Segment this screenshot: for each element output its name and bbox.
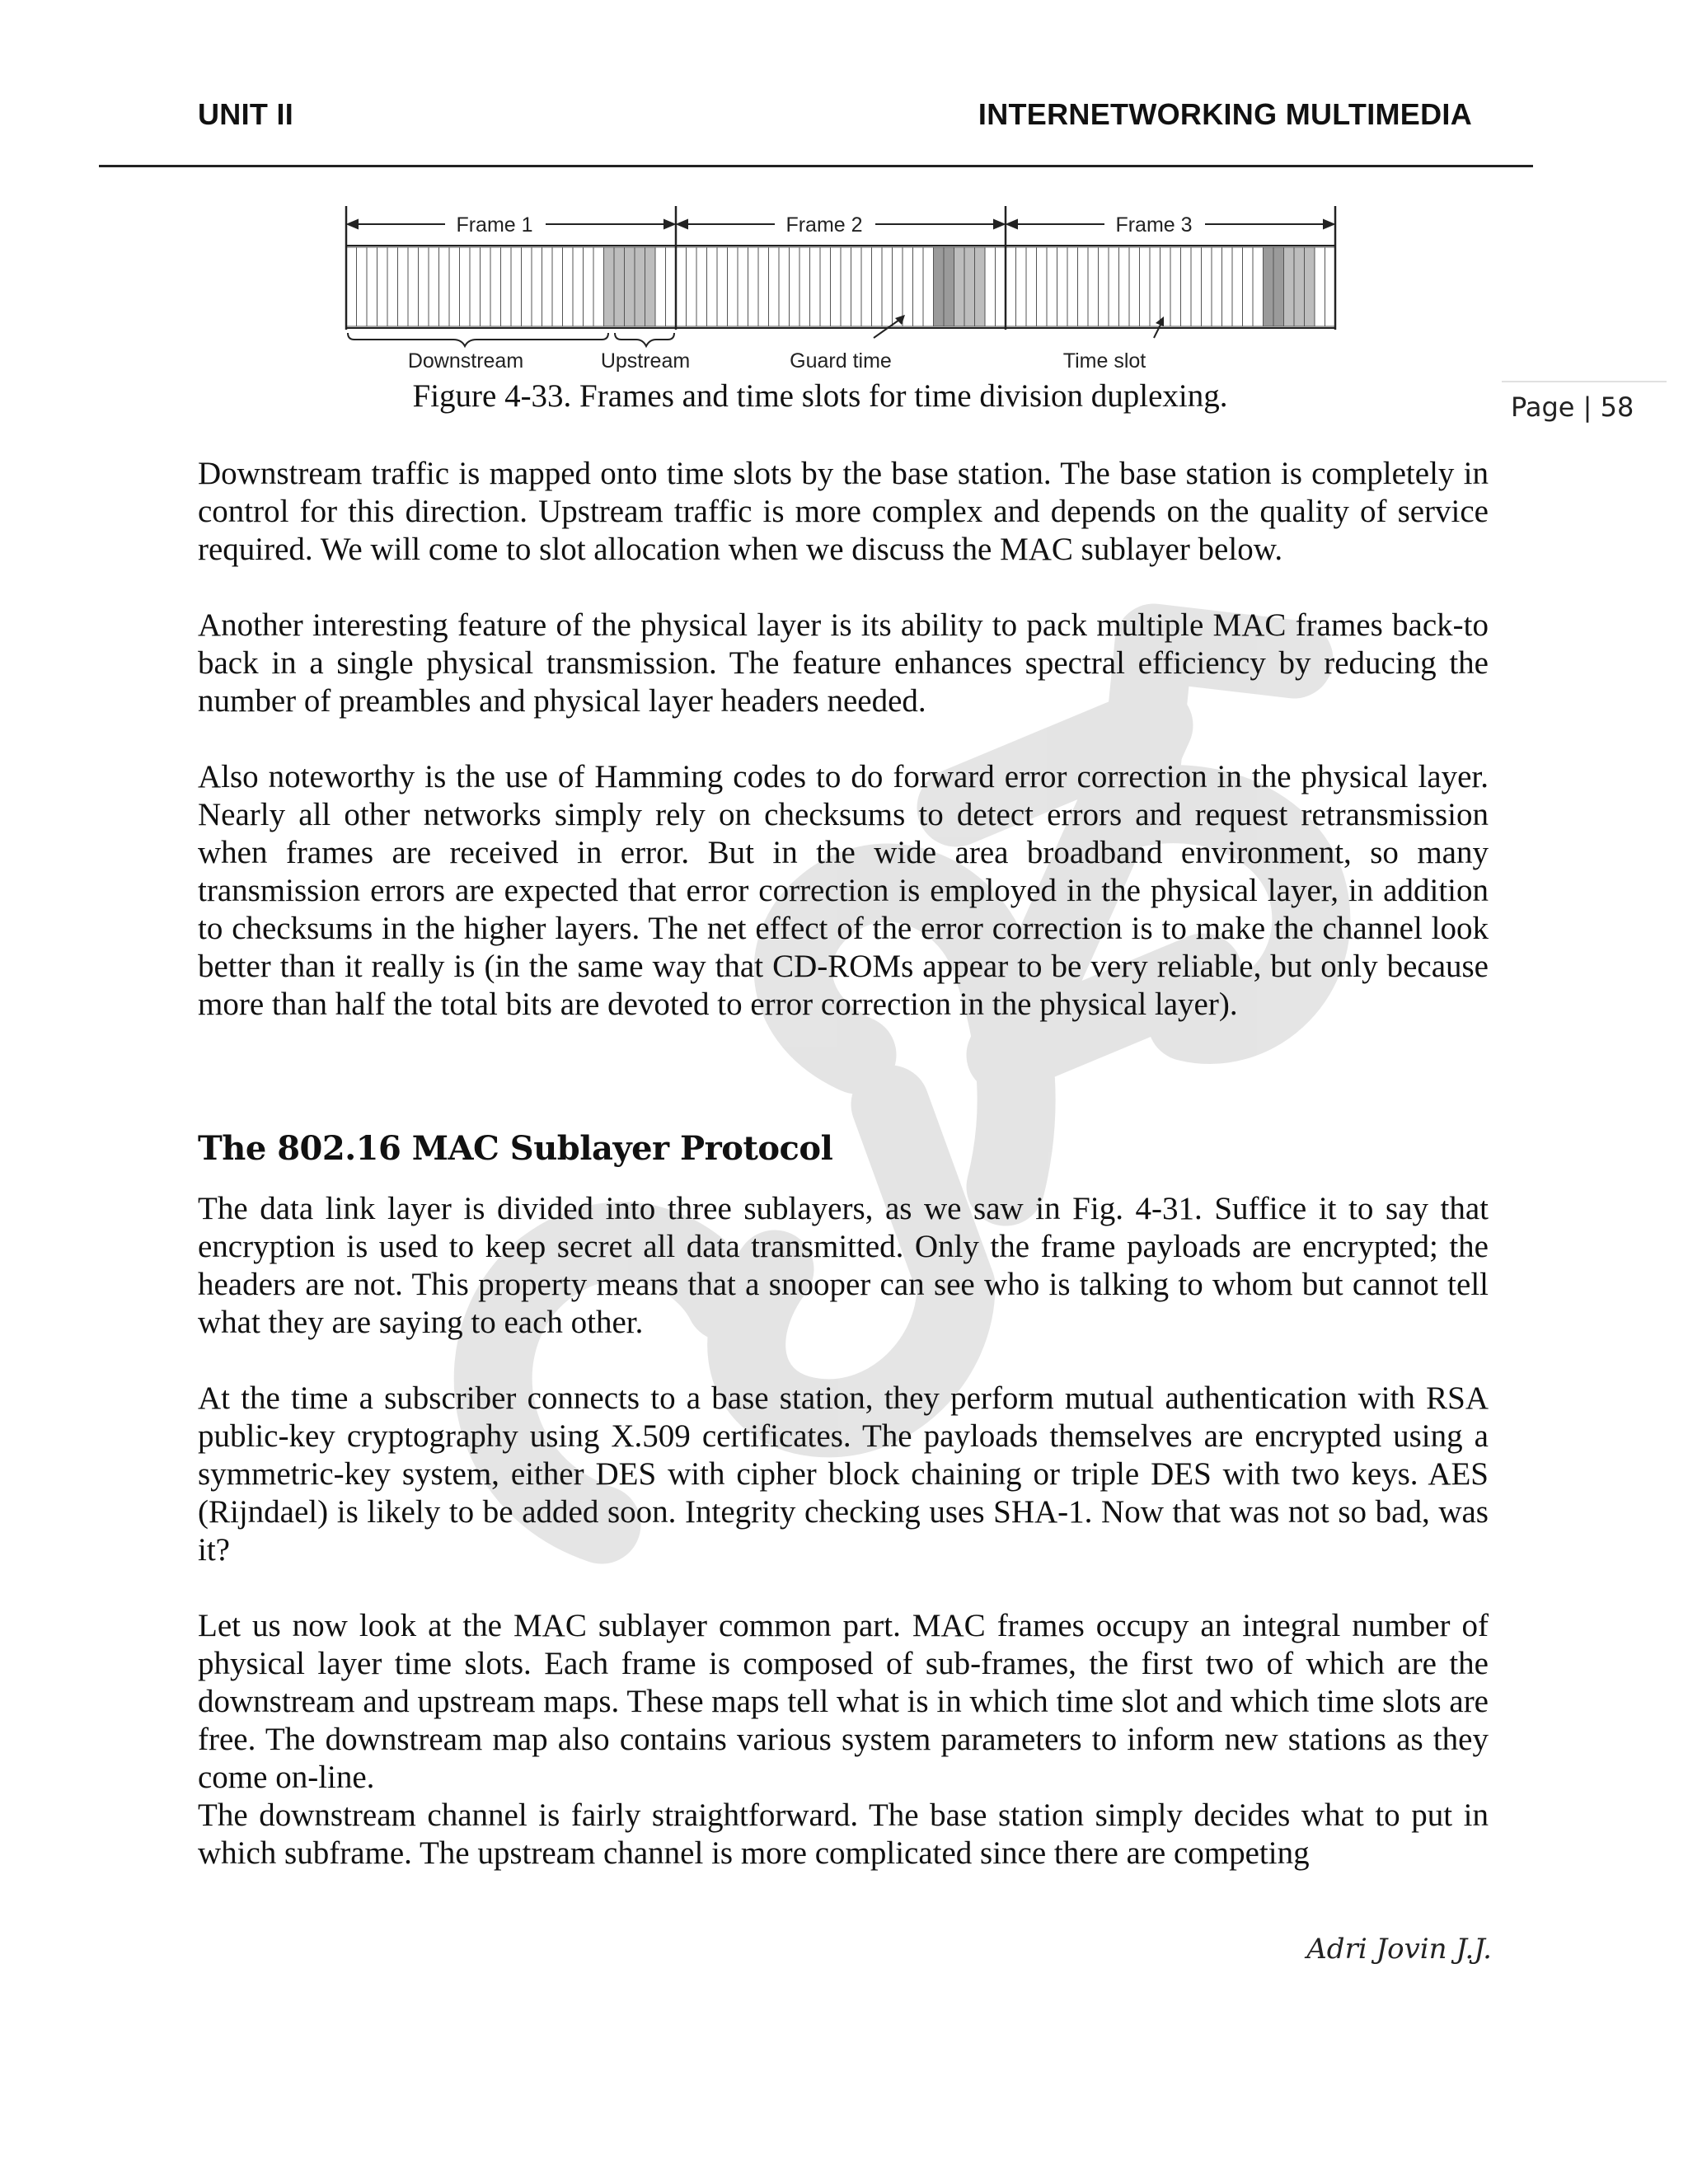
frame1-arrow-right xyxy=(664,220,674,228)
time-slot xyxy=(1150,247,1160,326)
time-slot xyxy=(357,247,368,326)
time-slot xyxy=(1315,247,1325,326)
header-title: INTERNETWORKING MULTIMEDIA xyxy=(978,97,1472,131)
time-slot xyxy=(645,247,656,326)
time-slot xyxy=(913,247,924,326)
time-slot xyxy=(1006,247,1016,326)
time-slot xyxy=(1212,247,1222,326)
time-slot xyxy=(717,247,728,326)
paragraph-authentication: At the time a subscriber connects to a base station, they perform mutual authentication with RSA public-key cryptography using X.509 certificates. The payloads themselves are encrypted using a symmetric-key system, either DES with cipher block chaining or triple DES with two keys. AES (Rijndael) is likely to be added soon. Integrity checking uses SHA-1. Now that was not so bad, was it? xyxy=(198,1380,1489,1568)
time-slot xyxy=(604,247,615,326)
time-slot xyxy=(1243,247,1254,326)
paragraph-physical-layer-packing: Another interesting feature of the physical layer is its ability to pack multiple MAC frames back-to back in a single physical transmission. The feature enhances spectral efficiency by reducing the number of preambles and physical layer headers needed. xyxy=(198,607,1489,719)
time-slot xyxy=(625,247,635,326)
frame1-label: Frame 1 xyxy=(456,213,533,237)
time-slot xyxy=(501,247,512,326)
time-slot xyxy=(738,247,748,326)
time-slot xyxy=(1026,247,1037,326)
time-slot xyxy=(1222,247,1233,326)
time-slot xyxy=(387,247,398,326)
time-slot xyxy=(1129,247,1140,326)
time-slot xyxy=(851,247,862,326)
time-slot xyxy=(666,247,677,326)
time-slot xyxy=(1284,247,1295,326)
time-slot xyxy=(398,247,409,326)
author-signature: Adri Jovin J.J. xyxy=(1306,1933,1492,1966)
time-slot xyxy=(511,247,522,326)
time-slot xyxy=(573,247,584,326)
time-slot xyxy=(861,247,872,326)
time-slot xyxy=(439,247,450,326)
time-slot xyxy=(975,247,986,326)
time-slot xyxy=(954,247,965,326)
time-slot xyxy=(923,247,934,326)
time-slot xyxy=(552,247,563,326)
time-slot xyxy=(1253,247,1264,326)
time-slot xyxy=(872,247,883,326)
upstream-brace xyxy=(615,333,674,346)
tdd-frames-figure xyxy=(330,198,1352,379)
time-slot xyxy=(655,247,666,326)
frame3-arrow-right xyxy=(1324,220,1334,228)
time-slot xyxy=(810,247,821,326)
time-slot xyxy=(635,247,645,326)
time-slot xyxy=(841,247,851,326)
time-slot xyxy=(748,247,759,326)
paragraph-downstream-traffic: Downstream traffic is mapped onto time slots by the base station. The base station is completely in control for this direction. Upstream traffic is more complex and depends on the quality of service required. We will come to slot allocation when we discuss the MAC sublayer below. xyxy=(198,456,1489,567)
time-slot xyxy=(1016,247,1027,326)
time-slot xyxy=(1170,247,1181,326)
time-slot-grid xyxy=(346,247,1335,326)
frame3-arrow-left xyxy=(1007,220,1017,228)
guard-time-label: Guard time xyxy=(790,349,892,373)
time-slot xyxy=(563,247,574,326)
time-slot xyxy=(584,247,594,326)
time-slot xyxy=(1305,247,1315,326)
time-slot xyxy=(1273,247,1284,326)
time-slot xyxy=(419,247,429,326)
time-slot xyxy=(470,247,481,326)
time-slot xyxy=(1140,247,1151,326)
time-slot xyxy=(1325,247,1336,326)
time-slot xyxy=(758,247,769,326)
time-slot xyxy=(460,247,471,326)
time-slot xyxy=(934,247,945,326)
time-slot xyxy=(790,247,800,326)
downstream-label: Downstream xyxy=(407,349,524,373)
time-slot xyxy=(481,247,491,326)
time-slot xyxy=(1047,247,1057,326)
frame1-arrow-left xyxy=(348,220,358,228)
time-slot xyxy=(1160,247,1171,326)
paragraph-downstream-channel: The downstream channel is fairly straightforward. The base station simply decides what to put in which subframe. The upstream channel is more complicated since there are competing xyxy=(198,1797,1489,1871)
header-divider xyxy=(99,165,1533,167)
time-slot xyxy=(1264,247,1274,326)
frame2-label: Frame 2 xyxy=(785,213,863,237)
time-slot xyxy=(1109,247,1119,326)
time-slot xyxy=(1037,247,1048,326)
time-slot xyxy=(1057,247,1068,326)
time-slot xyxy=(996,247,1006,326)
time-slot xyxy=(779,247,790,326)
time-slot xyxy=(1202,247,1212,326)
figure-caption: Figure 4-33. Frames and time slots for time division duplexing. xyxy=(412,378,1228,414)
downstream-brace xyxy=(348,333,608,346)
page-number: Page | 58 xyxy=(1511,391,1634,423)
time-slot xyxy=(944,247,954,326)
time-slot xyxy=(769,247,780,326)
time-slot xyxy=(687,247,697,326)
page-number-divider xyxy=(1502,381,1667,382)
time-slot xyxy=(1191,247,1202,326)
time-slot xyxy=(449,247,460,326)
time-slot xyxy=(1119,247,1130,326)
time-slot xyxy=(831,247,842,326)
time-slot-label: Time slot xyxy=(1062,349,1146,373)
time-slot xyxy=(614,247,625,326)
paragraph-encryption: The data link layer is divided into three sublayers, as we saw in Fig. 4-31. Suffice it to say that encryption is used to keep secret all data transmitted. Only the frame payloads are encrypted; the headers are not. This property means that a snooper can see who is talking to whom but cannot tell what they are saying to each other. xyxy=(198,1191,1489,1340)
time-slot xyxy=(893,247,903,326)
time-slot xyxy=(1232,247,1243,326)
time-slot xyxy=(1078,247,1089,326)
time-slot xyxy=(728,247,738,326)
time-slot xyxy=(882,247,893,326)
upstream-label: Upstream xyxy=(600,349,691,373)
time-slot xyxy=(593,247,604,326)
time-slot xyxy=(367,247,377,326)
time-slot xyxy=(346,247,357,326)
time-slot xyxy=(964,247,975,326)
time-slot xyxy=(532,247,542,326)
time-slot xyxy=(1294,247,1305,326)
time-slot xyxy=(490,247,501,326)
time-slot xyxy=(820,247,831,326)
frame2-arrow-left xyxy=(678,220,687,228)
time-slot xyxy=(707,247,718,326)
paragraph-hamming-codes: Also noteworthy is the use of Hamming codes to do forward error correction in the physical layer. Nearly all other networks simply rely on checksums to detect errors and request retransmission when frames are received in error. But in the wide area broadband environment, so many transmission errors are expected that error correction is employed in the physical layer, in addition to checksums in the higher layers. The net effect of the error correction is to make the channel look better than it really is (in the same way that CD-ROMs appear to be very reliable, but only because more than half the total bits are devoted to error correction in the physical layer). xyxy=(198,759,1489,1022)
section-heading: The 802.16 MAC Sublayer Protocol xyxy=(198,1129,833,1168)
time-slot xyxy=(429,247,439,326)
frame3-label: Frame 3 xyxy=(1115,213,1193,237)
header-unit: UNIT II xyxy=(198,97,294,131)
time-slot xyxy=(903,247,913,326)
frame2-arrow-right xyxy=(994,220,1004,228)
time-slot xyxy=(799,247,810,326)
time-slot xyxy=(1067,247,1078,326)
time-slot xyxy=(696,247,707,326)
time-slot xyxy=(408,247,419,326)
time-slot xyxy=(985,247,996,326)
time-slot xyxy=(1088,247,1099,326)
time-slot xyxy=(1099,247,1109,326)
time-slot xyxy=(542,247,553,326)
time-slot xyxy=(522,247,532,326)
paragraph-mac-common-part: Let us now look at the MAC sublayer common part. MAC frames occupy an integral number of physical layer time slots. Each frame is composed of sub-frames, the first two of which are the downstream and upstream maps. These maps tell what is in which time slot and which time slots are free. The downstream map also contains various system parameters to inform new stations as they come on-line. xyxy=(198,1608,1489,1795)
time-slot xyxy=(676,247,687,326)
time-slot xyxy=(377,247,388,326)
time-slot xyxy=(1181,247,1192,326)
